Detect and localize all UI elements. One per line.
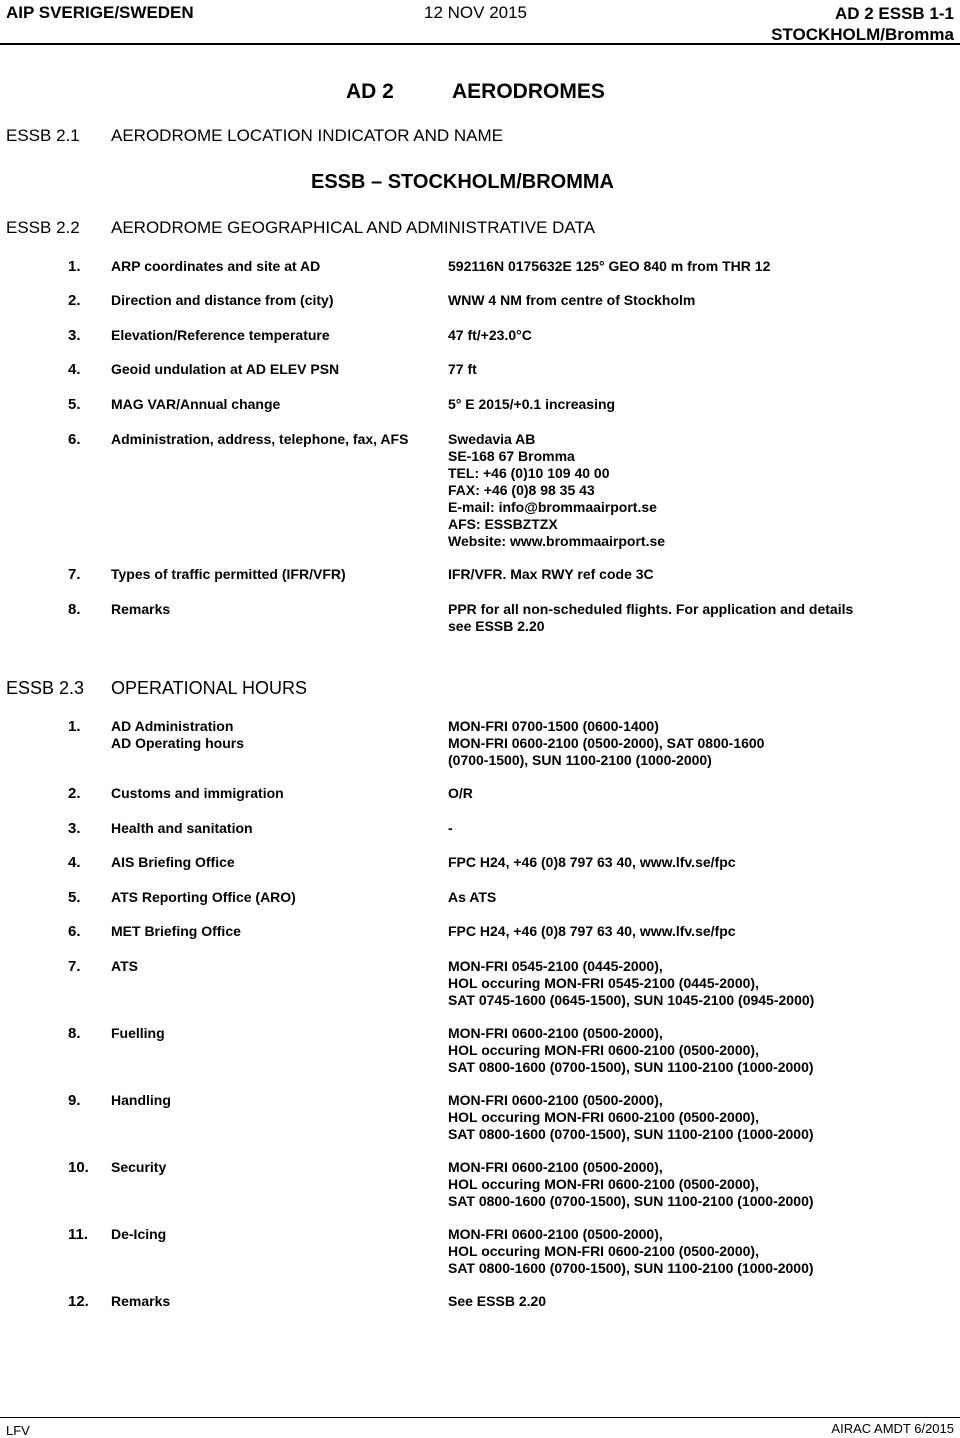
item-value: FPC H24, +46 (0)8 797 63 40, www.lfv.se/fpc [448,854,736,870]
item-label: Remarks [111,601,171,617]
section-code: ESSB 2.1 [6,126,80,145]
item-label: De-Icing [111,1226,167,1242]
item-label: AIS Briefing Office [111,854,235,870]
item-value: MON-FRI 0600-2100 (0500-2000), HOL occuring MON-FRI 0600-2100 (0500-2000), SAT 0800-1600 (0700-1500), SUN 1100-2100 (1000-2000) [448,1159,814,1209]
item-value: IFR/VFR. Max RWY ref code 3C [448,566,654,582]
item-value: MON-FRI 0700-1500 (0600-1400) MON-FRI 0600-2100 (0500-2000), SAT 0800-1600 (0700-1500), SUN 1100-2100 (1000-2000) [448,718,765,768]
chapter-number: AD 2 [346,80,394,103]
page-reference [771,3,954,45]
item-number: 11. [68,1226,89,1243]
item-value: As ATS [448,889,497,905]
item-label: Elevation/Reference temperature [111,327,330,343]
item-value: MON-FRI 0600-2100 (0500-2000), HOL occuring MON-FRI 0600-2100 (0500-2000), SAT 0800-1600 (0700-1500), SUN 1100-2100 (1000-2000) [448,1092,814,1142]
item-label: Health and sanitation [111,820,253,836]
item-value: WNW 4 NM from centre of Stockholm [448,292,696,308]
footer-rule [0,1417,960,1418]
item-number: 3. [68,327,81,344]
item-value: Swedavia AB SE-168 67 Bromma TEL: +46 (0)10 109 40 00 FAX: +46 (0)8 98 35 43 E-mail: info@brommaairport.se AFS: ESSBZTZX Website: www.brommaairport.se [448,431,666,549]
item-label: MET Briefing Office [111,923,241,939]
item-label: Fuelling [111,1025,165,1041]
item-number: 8. [68,1025,81,1042]
item-number: 2. [68,785,81,802]
item-number: 12. [68,1293,89,1310]
section-title: OPERATIONAL HOURS [111,678,308,698]
publication-date: 12 NOV 2015 [424,3,528,22]
section-code: ESSB 2.3 [6,678,85,698]
item-value: MON-FRI 0600-2100 (0500-2000), HOL occuring MON-FRI 0600-2100 (0500-2000), SAT 0800-1600 (0700-1500), SUN 1100-2100 (1000-2000) [448,1226,814,1276]
item-value: MON-FRI 0545-2100 (0445-2000), HOL occuring MON-FRI 0545-2100 (0445-2000), SAT 0745-1600 (0645-1500), SUN 1045-2100 (0945-2000) [448,958,815,1008]
item-label: ARP coordinates and site at AD [111,258,321,274]
item-value: O/R [448,785,473,801]
publisher: AIP SVERIGE/SWEDEN [6,3,194,22]
item-label: Security [111,1159,167,1175]
item-label: Types of traffic permitted (IFR/VFR) [111,566,346,582]
item-value: 77 ft [448,361,477,377]
item-number: 3. [68,820,81,837]
item-number: 10. [68,1159,89,1176]
item-number: 4. [68,854,81,871]
item-number: 9. [68,1092,81,1109]
aerodrome-name: ESSB – STOCKHOLM/BROMMA [311,171,614,193]
item-number: 5. [68,396,81,413]
item-value: PPR for all non-scheduled flights. For application and details see ESSB 2.20 [448,601,854,634]
item-label: AD Administration AD Operating hours [111,718,245,751]
item-number: 8. [68,601,81,618]
chapter-title: AERODROMES [452,80,605,103]
item-number: 1. [68,718,81,735]
item-number: 7. [68,566,81,583]
item-label: ATS Reporting Office (ARO) [111,889,296,905]
page-header [0,0,960,44]
item-value: 5° E 2015/+0.1 increasing [448,396,616,412]
item-number: 1. [68,258,81,275]
section-title: AERODROME LOCATION INDICATOR AND NAME [111,126,503,145]
item-number: 6. [68,431,81,448]
item-value: - [448,820,453,836]
item-label: Geoid undulation at AD ELEV PSN [111,361,340,377]
footer-publisher: LFV [6,1423,30,1438]
item-value: MON-FRI 0600-2100 (0500-2000), HOL occuring MON-FRI 0600-2100 (0500-2000), SAT 0800-1600 (0700-1500), SUN 1100-2100 (1000-2000) [448,1025,814,1075]
item-number: 2. [68,292,81,309]
header-rule [0,43,960,45]
section-title: AERODROME GEOGRAPHICAL AND ADMINISTRATIVE DATA [111,218,595,237]
item-number: 6. [68,923,81,940]
item-number: 5. [68,889,81,906]
item-label: MAG VAR/Annual change [111,396,281,412]
item-value: FPC H24, +46 (0)8 797 63 40, www.lfv.se/fpc [448,923,736,939]
item-value: See ESSB 2.20 [448,1293,547,1309]
chapter-heading [346,80,605,104]
section-code: ESSB 2.2 [6,218,80,237]
item-value: 592116N 0175632E 125° GEO 840 m from THR 12 [448,258,771,274]
item-number: 7. [68,958,81,975]
item-label: ATS [111,958,138,974]
item-number: 4. [68,361,81,378]
page-ref: AD 2 ESSB 1-1 [834,4,954,23]
location: STOCKHOLM/Bromma [771,25,954,44]
footer-amendment: AIRAC AMDT 6/2015 [831,1421,954,1436]
item-label: Administration, address, telephone, fax, AFS [111,431,409,447]
item-value: 47 ft/+23.0°C [448,327,532,343]
item-label: Direction and distance from (city) [111,292,334,308]
item-label: Customs and immigration [111,785,284,801]
item-label: Handling [111,1092,171,1108]
item-label: Remarks [111,1293,171,1309]
